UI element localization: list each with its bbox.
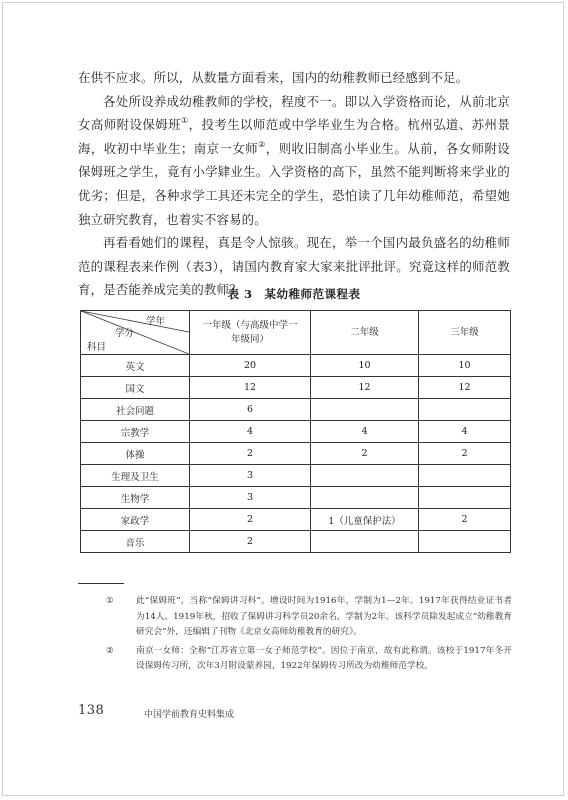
year3-cell: 4 [419,421,511,443]
table-header-row [81,311,511,355]
footnote-1-text: 此“保姆班”，当称“保姆讲习科”。增设时间为1916年，学制为1—2年。1917年获得结业证书者为14人。1919年秋，招收了保姆讲习科学员20余名，学制为2年。该科学员除发起成立“幼稚教育研究会”外，还编辑了刊物《北京女高师幼稚教育的研究》。 [136,596,512,637]
table-caption: 表 3 某幼稚师范课程表 [227,287,361,301]
year3-cell [419,531,511,553]
book-title: 中国学前教育史料集成 [144,710,235,720]
body-text [78,66,510,302]
year1-cell: 20 [190,355,311,377]
year1-cell: 2 [190,509,311,531]
year2-cell [311,465,419,487]
footnote-1 [78,594,512,641]
year2-cell: 1（儿童保护法） [311,509,419,531]
paragraph-2-text-b: ，投考生以师范或中学毕业生为合格。杭州弘道、苏州景海，收初中毕业生；南京一女师 [78,117,510,156]
table-row [81,487,511,509]
subject-cell: 音乐 [81,531,190,553]
year3-cell: 2 [419,509,511,531]
header-year2: 二年级 [311,311,419,355]
subject-cell: 社会问题 [81,399,190,421]
year1-cell: 2 [190,531,311,553]
paragraph-2-text-a: 各处所设养成幼稚教师的学校，程度不一。即以入学资格而论，从前北京女高师附设保姆班 [78,93,510,133]
header-year3: 三年级 [419,311,511,355]
year1-cell: 3 [190,487,311,509]
paragraph-3-text: 再看看她们的课程，真是令人惊骇。现在，举一个国内最负盛名的幼稚师范的课程表来作例（表3），请国内教育家大家来批评批评。究竟这样的师范教育，是否能养成完美的教师？ [78,235,510,298]
year2-cell [311,399,419,421]
year2-cell [311,487,419,509]
year1-cell: 12 [190,377,311,399]
footnote-ref-2[interactable]: ② [258,139,266,149]
subject-cell: 生物学 [81,487,190,509]
year3-cell [419,487,511,509]
subject-cell: 宗教学 [81,421,190,443]
paragraph-1-text: 在供不应求。所以，从数量方面看来，国内的幼稚教师已经感到不足。 [78,70,469,85]
table-row [81,531,511,553]
footnote-1-number: ① [106,596,114,606]
year3-cell [419,399,511,421]
subject-cell: 英文 [81,355,190,377]
year1-cell: 3 [190,465,311,487]
diagonal-header-cell [81,311,190,355]
table-row [81,421,511,443]
year2-cell: 12 [311,377,419,399]
header-credit-label: 学分 [115,328,135,339]
header-year1: 一年级（与高级中学一年级同） [190,311,311,355]
footnote-divider [78,583,124,584]
year2-cell: 2 [311,443,419,465]
subject-cell: 国文 [81,377,190,399]
subject-cell: 家政学 [81,509,190,531]
year3-cell: 12 [419,377,511,399]
footnote-2-number: ② [106,645,114,656]
footnotes [78,594,512,678]
table-row [81,465,511,487]
footnote-2 [78,644,512,675]
subject-cell: 生理及卫生 [81,465,190,487]
header-year-label: 学年 [145,316,165,327]
paragraph-2-text-c: ，则收旧制高小毕业生。从前，各女师附设保姆班之学生，竟有小学肄业生。入学资格的高下，虽然不能判断将来学业的优劣；但是，各种求学工具还未完全的学生，恐怕读了几年幼稚师范，希望她独立研究教育，也着实不容易的。 [78,140,510,227]
header-subject-label: 科目 [87,342,107,353]
table-row [81,509,511,531]
year2-cell: 10 [311,355,419,377]
table-row [81,443,511,465]
footnote-2-text: 南京一女师：全称“江苏省立第一女子师范学校”。因位于南京，故有此称谓。该校于1917年冬开设保姆传习所，次年3月附设蒙养园，1922年保姆传习所改为幼稚师范学校。 [136,645,512,671]
paragraph-2 [78,90,510,232]
year3-cell: 2 [419,443,511,465]
paragraph-1 [78,66,510,90]
year3-cell: 10 [419,355,511,377]
table-row [81,377,511,399]
table-row [81,399,511,421]
page-number: 138 [78,703,105,718]
year3-cell [419,465,511,487]
year1-cell: 4 [190,421,311,443]
year1-cell: 6 [190,399,311,421]
subject-cell: 体操 [81,443,190,465]
course-table [80,310,511,553]
year2-cell: 4 [311,421,419,443]
year1-cell: 2 [190,443,311,465]
footnote-ref-1[interactable]: ① [180,116,189,126]
table-row [81,355,511,377]
year2-cell [311,531,419,553]
